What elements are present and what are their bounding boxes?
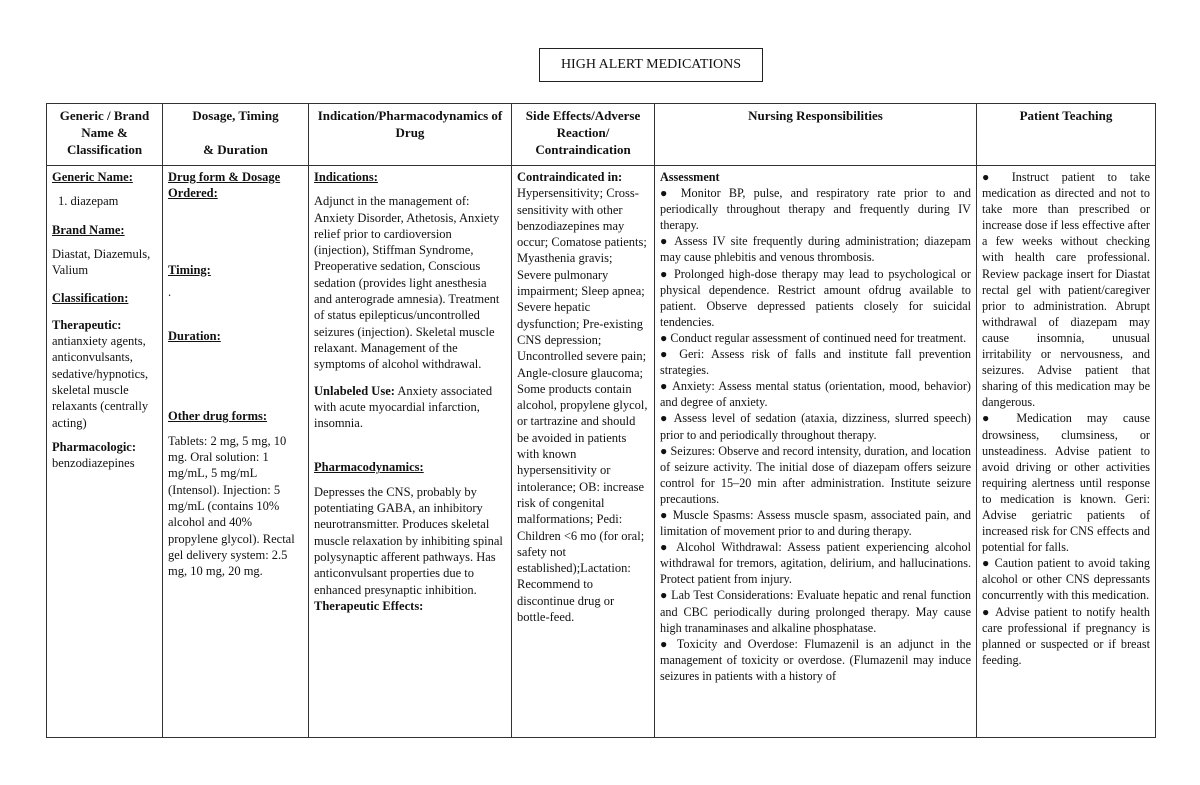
other-forms-label: Other drug forms: <box>168 409 268 424</box>
header-dosage <box>163 104 309 166</box>
therapeutic-label: Therapeutic: <box>52 317 122 332</box>
generic-cell <box>47 166 163 738</box>
timing-label: Timing: <box>168 262 211 277</box>
header-indication: Indication/Pharmacodynamics of Drug <box>309 104 512 166</box>
drug-row <box>47 166 1156 738</box>
header-teaching: Patient Teaching <box>977 104 1156 166</box>
nursing-item: ● Monitor BP, pulse, and respiratory rate prior to and periodically throughout therapy and frequently during IV therapy. <box>660 186 971 233</box>
indications-label: Indications: <box>314 170 378 184</box>
pharmacodynamics-label: Pharmacodynamics: <box>314 460 424 475</box>
pharmacodynamics-value: Depresses the CNS, probably by potentiating GABA, an inhibitory neurotransmitter. Produces skeletal muscle relaxation by inhibiting spinal polysynaptic afferent pathways. Has anticonvulsant properties due to enhanced presynaptic inhibition. <box>314 484 503 597</box>
nursing-item: ● Toxicity and Overdose: Flumazenil is an adjunct in the management of toxicity or overdose. (Flumazenil may induce seizures in patients with a history of <box>660 636 971 683</box>
therapeutic-value: antianxiety agents, anticonvulsants, sedative/hypnotics, skeletal muscle relaxants (centrally acting) <box>52 334 149 430</box>
nursing-item: ● Alcohol Withdrawal: Assess patient experiencing alcohol withdrawal for tremors, agitation, delirium, and hallucinations. Protect patient from injury. <box>660 540 971 587</box>
pharmacologic-label: Pharmacologic: <box>52 439 137 454</box>
medication-table <box>46 103 1156 738</box>
header-row <box>47 104 1156 166</box>
page-title: HIGH ALERT MEDICATIONS <box>539 48 763 82</box>
brand-name-label: Brand Name: <box>52 222 125 237</box>
header-side-effects: Side Effects/Adverse Reaction/ Contraindication <box>512 104 655 166</box>
nursing-item: ● Muscle Spasms: Assess muscle spasm, associated pain, and limitation of movement prior to and during therapy. <box>660 507 971 539</box>
contraindications-value: Hypersensitivity; Cross-sensitivity with other benzodiazepines may occur; Comatose patients; Myasthenia gravis; Severe pulmonary impairment; Sleep apnea; Severe hepatic dysfunction; Pre-existing CNS depression; Uncontrolled severe pain; Angle-closure glaucoma; Some products contain alcohol, propylene glycol, or tartrazine and should be avoided in patients with known hypersensitivity or intolerance; OB: increase risk of congenital malformations; Pedi: Children <6 mo (for oral; safety not established);Lactation: Recommend to discontinue drug or bottle-feed. <box>517 186 648 625</box>
contraindicated-label: Contraindicated in: <box>517 170 623 184</box>
other-forms-value: Tablets: 2 mg, 5 mg, 10 mg. Oral solution: 1 mg/mL, 5 mg/mL (Intensol). Injection: 5 mg/mL (contains 10% alcohol and 40% propylene glycol). Rectal gel delivery system: 2.5 mg, 10 mg, 20 mg. <box>168 433 295 579</box>
teaching-cell <box>977 166 1156 738</box>
nursing-item: ● Conduct regular assessment of continued need for treatment. <box>660 330 967 345</box>
therapeutic-effects-label: Therapeutic Effects: <box>314 598 424 613</box>
generic-name-label: Generic Name: <box>52 170 133 184</box>
nursing-cell <box>655 166 977 738</box>
nursing-item: ● Assess IV site frequently during administration; diazepam may cause phlebitis and venous thrombosis. <box>660 234 971 265</box>
assessment-label: Assessment <box>660 170 720 184</box>
dosage-cell <box>163 166 309 738</box>
teaching-item: ● Advise patient to notify health care professional if pregnancy is planned or suspected or if breast feeding. <box>982 604 1150 667</box>
nursing-item: ● Prolonged high-dose therapy may lead to psychological or physical dependence. Restrict amount ofdrug available to patient. Observe depressed patients closely for suicidal tendencies. <box>660 266 971 329</box>
drug-form-label: Drug form & Dosage Ordered: <box>168 170 281 201</box>
brand-names: Diastat, Diazemuls, Valium <box>52 246 151 278</box>
indication-cell <box>309 166 512 738</box>
duration-label: Duration: <box>168 329 221 344</box>
nursing-item: ● Seizures: Observe and record intensity, duration, and location of seizure activity. The initial dose of diazepam offers seizure control for 15–20 min after administration. Institute seizure precautions. <box>660 443 971 506</box>
nursing-item: ● Geri: Assess risk of falls and institute fall prevention strategies. <box>660 347 971 378</box>
header-nursing: Nursing Responsibilities <box>655 104 977 166</box>
teaching-item: ● Caution patient to avoid taking alcohol or other CNS depressants concurrently with this medication. <box>982 556 1150 603</box>
header-dosage-line2: & Duration <box>203 142 268 157</box>
generic-name: 1. diazepam <box>58 194 119 209</box>
classification-label: Classification: <box>52 291 129 306</box>
header-dosage-line1: Dosage, Timing <box>192 108 279 123</box>
teaching-item: ● Instruct patient to take medication as directed and not to take more than prescribed or increase dose if less effective after a few weeks without checking with health care professional. Review package insert for Diastat rectal gel with patient/caregiver prior to administration. Abrupt withdrawal of diazepam may cause insomnia, unusual irritability or nervousness, and seizures. Advise patient that sharing of this medication may be dangerous. <box>982 170 1150 410</box>
teaching-item: ● Medication may cause drowsiness, clumsiness, or unsteadiness. Advise patient to avoid driving or other activities requiring alertness until response to medication is known. Geri: Advise geriatric patients of increased risk for CNS effects and potential for falls. <box>982 411 1150 555</box>
indications-value: Adjunct in the management of: Anxiety Disorder, Athetosis, Anxiety relief prior to cardioversion (injection), Stiffman Syndrome, Preoperative sedation, Conscious sedation (provides light anesthesia and anterograde amnesia). Treatment of status epilepticus/uncontrolled seizures (injection). Skeletal muscle relaxant. Management of the symptoms of alcohol withdrawal. <box>314 194 500 372</box>
unlabeled-use <box>314 383 506 432</box>
header-generic: Generic / Brand Name & Classification <box>47 104 163 166</box>
pharmacologic-value: benzodiazepines <box>52 456 135 471</box>
nursing-item: ● Assess level of sedation (ataxia, dizziness, slurred speech) prior to and periodically throughout therapy. <box>660 411 971 442</box>
unlabeled-label: Unlabeled Use: <box>314 383 395 398</box>
side-effects-cell <box>512 166 655 738</box>
nursing-item: ● Lab Test Considerations: Evaluate hepatic and renal function and CBC periodically during prolonged therapy. May cause high tranaminases and alkaline phosphatase. <box>660 588 971 635</box>
unlabeled-value: Anxiety associated with acute myocardial infarction, insomnia. <box>314 383 493 431</box>
nursing-item: ● Anxiety: Assess mental status (orientation, mood, behavior) and degree of anxiety. <box>660 379 971 410</box>
timing-value: . <box>168 284 172 299</box>
pharmacodynamics-block <box>314 484 506 614</box>
